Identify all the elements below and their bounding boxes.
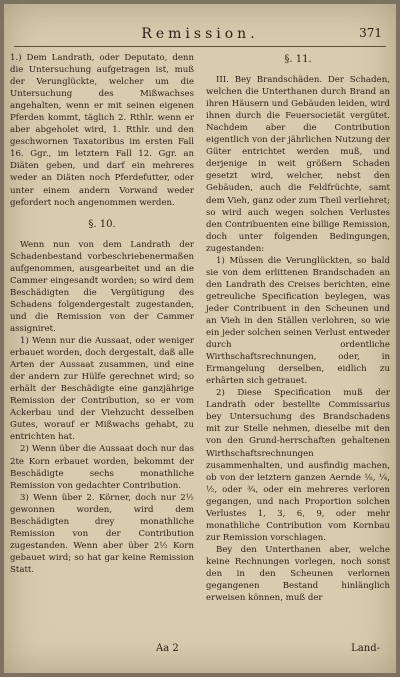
right-paragraph-1: III. Bey Brandschäden. Der Schaden, welchen die Unterthanen durch Brand an ihren Häusern und Gebäuden leiden, wird ihnen durch die Feuersocietät vergütet. Nachdem aber die Contribution eigentlich von der jährlichen Nutzung der Güter entrichtet werden muß, und derjenige in weit größern Schaden gesetzt wird, welcher, nebst den Gebäuden, auch die Feldfrüchte, samt dem Vieh, ganz oder zum Theil verliehret; so wird auch wegen solchen Verlustes den Contribuenten eine billige Remission, doch unter folgenden Bedingungen, zugestanden: xyxy=(206,75,390,254)
right-paragraph-3: 2) Diese Specification muß der Landrath oder bestellte Commissarius bey Untersuchung des Brandschadens mit zur Stelle nehmen, dieselbe mit den von den Grund-herrschaften gehaltenen Wirthschaftsrechnungen zusammenhalten, und ausfindig machen, ob von der letztern ganzen Aernde ⅛, ¼, ½, oder ¾, oder ein mehreres verloren gegangen, und nach Proportion solchen Verlustes 1, 3, 6, 9, oder mehr monathliche Contribution vom Kornbau zur Remission vorschlagen. xyxy=(206,388,390,543)
running-head-title: Remission. xyxy=(141,26,259,42)
section-heading-11: §. 11. xyxy=(284,54,312,65)
header-rule xyxy=(14,46,386,47)
right-column xyxy=(206,52,390,604)
left-paragraph-2: Wenn nun von dem Landrath der Schadenbestand vorbeschriebenermaßen aufgenommen, ausgearbeitet und an die Cammer eingesandt worden; so wird dem Beschädigten die Vergütigung des Schadens folgendergestalt zugestanden, und die Remission von der Cammer assigniret. xyxy=(10,239,194,334)
left-paragraph-5: 3) Wenn über 2. Körner, doch nur 2½ gewonnen worden, wird dem Beschädigten drey monathliche Remission von der Contribution zugestanden. Wenn aber über 2½ Korn gebauet wird; so hat gar keine Remission Statt. xyxy=(10,492,194,575)
left-paragraph-4: 2) Wenn über die Aussaat doch nur das 2te Korn erbauet worden, bekommt der Beschädigte sechs monathliche Remission von gedachter Contribution. xyxy=(10,444,194,491)
left-paragraph-1: 1.) Dem Landrath, oder Deputato, denn die Untersuchung aufgetragen ist, muß der Verunglückte, welcher um die Untersuchung des Mißwachses angehalten, wenn er mit seinen eigenen Pferden kommt, täglich 2. Rthlr. wenn er aber abgeholet wird, 1. Rthlr. und den geschwornen Taxatoribus im ersten Fall 16. Ggr., im letztern Fall 12. Ggr. an Diäten geben, und darf ein mehreres weder an Diäten noch Pferdefutter, oder unter einem andern Vorwand weder gefordert noch angenommen werden. xyxy=(10,53,194,208)
left-column xyxy=(10,52,194,576)
catchword: Land- xyxy=(351,643,380,654)
left-paragraph-3: 1) Wenn nur die Aussaat, oder weniger erbauet worden, doch dergestalt, daß alle Arten der Aussaat zusammen, und eine der andern zur Hülfe gerechnet wird; so erhält der Beschädigte eine ganzjährige Remission der Contribution, so er vom Ackerbau und der Viehzucht desselben Gutes, worauf er Mißwachs gehabt, zu entrichten hat. xyxy=(10,336,194,443)
book-page xyxy=(4,4,396,673)
page-number: 371 xyxy=(359,26,382,40)
right-paragraph-4: Bey den Unterthanen aber, welche keine Rechnungen vorlegen, noch sonst den in den Scheunen verlornen gegangenen Bestand hinlänglich erweisen können, muß der xyxy=(206,544,390,604)
signature-mark: Aa 2 xyxy=(156,643,179,654)
right-paragraph-2: 1) Müssen die Verunglückten, so bald sie von dem erlittenen Brandschaden an den Landrath des Creises berichten, eine getreuliche Specification beylegen, was jeder Contribuent in den Scheunen und an Vieh in den Ställen verlohren, so wie ein jeder solchen seinen Verlust entweder durch ordentliche Wirthschaftsrechnungen, oder, in Ermangelung derselben, eidlich zu erhärten sich getrauet. xyxy=(206,255,390,387)
section-heading-10: §. 10. xyxy=(88,218,116,230)
